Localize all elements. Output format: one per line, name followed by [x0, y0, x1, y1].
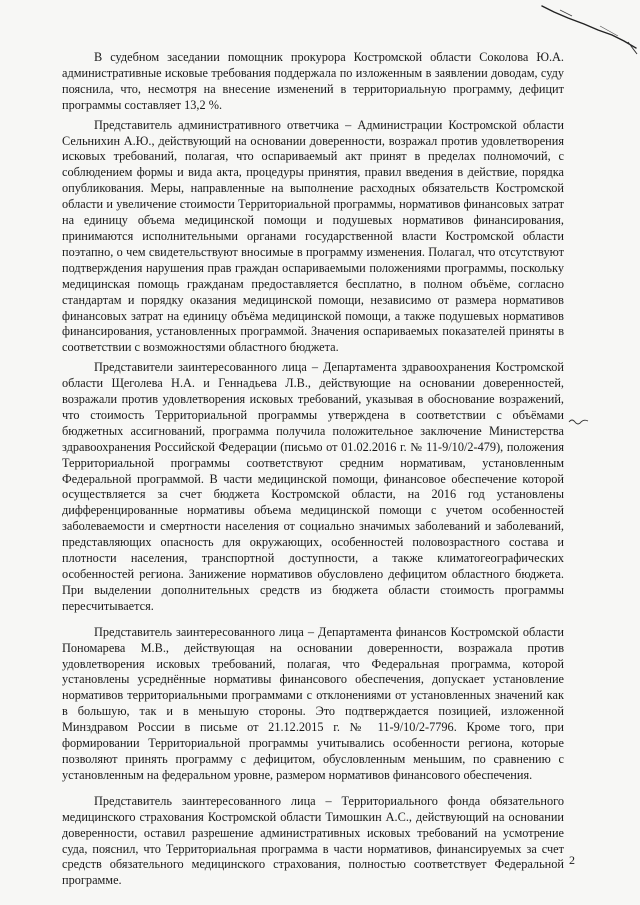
margin-scribble-mark — [568, 416, 590, 426]
document-body — [62, 50, 564, 889]
page-number: 2 — [569, 853, 575, 867]
paragraph-health-department: Представители заинтересованного лица – Департамента здравоохранения Костромской области Щеголева Н.А. и Геннадьева Л.В., действующие на основании доверенностей, возражали против удовлетворения исковых требований, указывая в обоснование возражений, что стоимость Территориальной программы утверждена в соответствии с объёмами бюджетных ассигнований, программа получила положительное заключение Министерства здравоохранения Российской Федерации (письмо от 01.02.2016 г. № 11-9/10/2-479), положения Территориальной программы соответствуют средним нормативам, установленным Федеральной программой. В части медицинской помощи, финансовое обеспечение которой осуществляется за счет бюджета Костромской области, на 2016 год установлены дифференцированные нормативы объема медицинской помощи с учетом особенностей заболеваемости и смертности населения от социально значимых заболеваний и заболеваний, представляющих опасность для окружающих, особенностей половозрастного состава и плотности населения, транспортной доступности, а также климатогеографических особенностей региона. Занижение нормативов обусловлено дефицитом областного бюджета. При выделении дополнительных средств из бюджета области стоимость программы пересчитывается. — [62, 360, 564, 613]
paragraph-administrative-defendant: Представитель административного ответчика – Администрации Костромской области Сельнихин А.Ю., действующий на основании доверенности, возражал против удовлетворения исковых требований, полагая, что оспариваемый акт принят в пределах полномочий, с соблюдением формы и вида акта, процедуры принятия, правил введения в действие, порядка опубликования. Меры, направленные на выполнение расходных обязательств Костромской области и увеличение стоимости Территориальной программы, нормативов финансовых затрат на единицу объема медицинской помощи и подушевых нормативов финансирования, принимаются исполнительными органами государственной власти Костромской области поэтапно, о чем свидетельствуют вносимые в программу изменения. Полагал, что отсутствуют подтверждения нарушения прав граждан оспариваемыми положениями программы, поскольку медицинская помощь гражданам предоставляется бесплатно, в полном объёме, согласно стандартам и порядку оказания медицинской помощи, независимо от размера нормативов финансовых затрат на единицу объёма медицинской помощи, а также подушевых нормативов финансирования, установленных программой. Значения оспариваемых показателей приняты в соответствии с возможностями областного бюджета. — [62, 117, 564, 355]
paragraph-finance-department: Представитель заинтересованного лица – Департамента финансов Костромской области Пономарева М.В., действующая на основании доверенности, возражала против удовлетворения исковых требований, полагая, что Федеральная программа, которой установлены усреднённые нормативы финансового обеспечения, допускает установление нормативов территориальными программами с отклонениями от установленных значений как в большую, так и в меньшую стороны. Это подтверждается позицией, изложенной Минздравом России в письме от 21.12.2015 г. № 11-9/10/2-7796. Кроме того, при формировании Территориальной программы учитывались особенности региона, которые позволяют принять программу с дефицитом, обусловленным меньшим, по сравнению с установленным на федеральном уровне, размером нормативов финансового обеспечения. — [62, 624, 564, 782]
paragraph-prosecutor-assistant: В судебном заседании помощник прокурора Костромской области Соколова Ю.А. административные исковые требования поддержала по изложенным в заявлении доводам, суду пояснила, что, несмотря на внесение изменений в территориальную программу, дефицит программы составляет 13,2 %. — [62, 50, 564, 112]
paragraph-insurance-fund: Представитель заинтересованного лица – Территориального фонда обязательного медицинского страхования Костромской области Тимошкин А.С., действующий на основании доверенности, оставил разрешение административных исковых требований на усмотрение суда, пояснил, что Территориальная программа в части нормативов, финансируемых за счет средств обязательного медицинского страхования, полностью соответствует Федеральной программе. — [62, 793, 564, 888]
